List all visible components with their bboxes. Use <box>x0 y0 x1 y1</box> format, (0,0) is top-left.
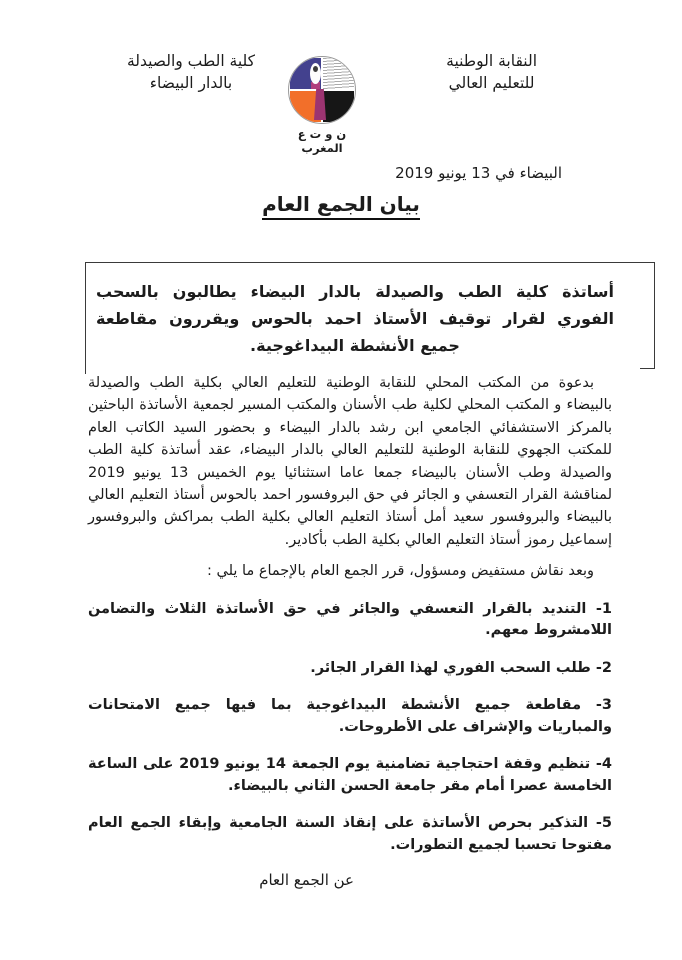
decision-item-4: 4- تنظيم وقفة احتجاجية تضامنية يوم الجمعة 14 يونيو 2019 على الساعة الخامسة عصرا أمام مقر جامعة الحسن الثاني بالبيضاء. <box>88 756 613 794</box>
union-name-line1: النقابة الوطنية <box>446 52 537 70</box>
statement-text: أساتذة كلية الطب والصيدلة بالدار البيضاء يطالبون بالسحب الفوري لقرار توقيف الأستاذ احمد بالحوس ويقررون مقاطعة جميع الأنشطة البيداغوجية. <box>96 282 614 355</box>
decision-item-3: 3- مقاطعة جميع الأنشطة البيداغوجية بما فيها جميع الامتحانات والمباريات والإشراف على الأطروحات. <box>88 697 612 735</box>
union-name-block <box>446 50 537 94</box>
logo-quadrant-tr <box>323 58 354 89</box>
intro-paragraph: بدعوة من المكتب المحلي للنقابة الوطنية للتعليم العالي بكلية الطب والصيدلة بالبيضاء و المكتب المحلي لكلية طب الأسنان والمكتب المسير لجمعية الأساتذة الباحثين بالمركز الاستشفائي الجامعي ابن رشد بالدار البيضاء و بحضور السيد الكاتب العام للمكتب الجهوي للنقابة الوطنية للتعليم العالي بالدار البيضاء، عقد أساتذة كلية الطب والصيدلة وطب الأسنان بالبيضاء جمعا عاما استثنائيا يوم الخميس 13 يونيو 2019 لمناقشة القرار التعسفي و الجائر في حق البروفسور احمد بالحوس أستاذ التعليم العالي بالبيضاء والبروفسور سعيد أمل أستاذ التعليم العالي بكلية الطب بمراكش والبروفسور إسماعيل رموز أستاذ التعليم العالي بكلية الطب بأكادير. <box>88 375 612 548</box>
logo-crescent-dot <box>313 66 318 72</box>
signature-line: عن الجمع العام <box>259 871 354 890</box>
union-name-line2: للتعليم العالي <box>448 74 535 92</box>
faculty-name-block <box>116 50 266 94</box>
statement-box <box>85 262 655 365</box>
decision-item-5: 5- التذكير بحرص الأساتذة على إنقاذ السنة الجامعية وإبقاء الجمع العام مفتوحا تحسبا لجميع التطورات. <box>88 815 612 853</box>
document-title: بيان الجمع العام <box>0 192 682 216</box>
union-logo <box>277 56 367 155</box>
union-logo-icon <box>288 56 356 124</box>
logo-quadrant-br <box>323 91 354 122</box>
logo-caption: ن و ت ع المغرب <box>297 127 347 155</box>
decision-item-2: 2- طلب السحب الفوري لهذا القرار الجائر. <box>310 659 612 676</box>
faculty-name-line1: كلية الطب والصيدلة <box>126 52 256 70</box>
document-body <box>88 372 612 892</box>
date-line: البيضاء في 13 يونيو 2019 <box>395 164 562 182</box>
decision-intro: وبعد نقاش مستفيض ومسؤول، قرر الجمع العام بالإجماع ما يلي : <box>207 563 594 580</box>
faculty-name-line2: بالدار البيضاء <box>149 74 233 92</box>
decision-item-1: 1- التنديد بالقرار التعسفي والجائر في حق الأساتذة الثلاث والتضامن اللامشروط معهم. <box>88 600 612 639</box>
